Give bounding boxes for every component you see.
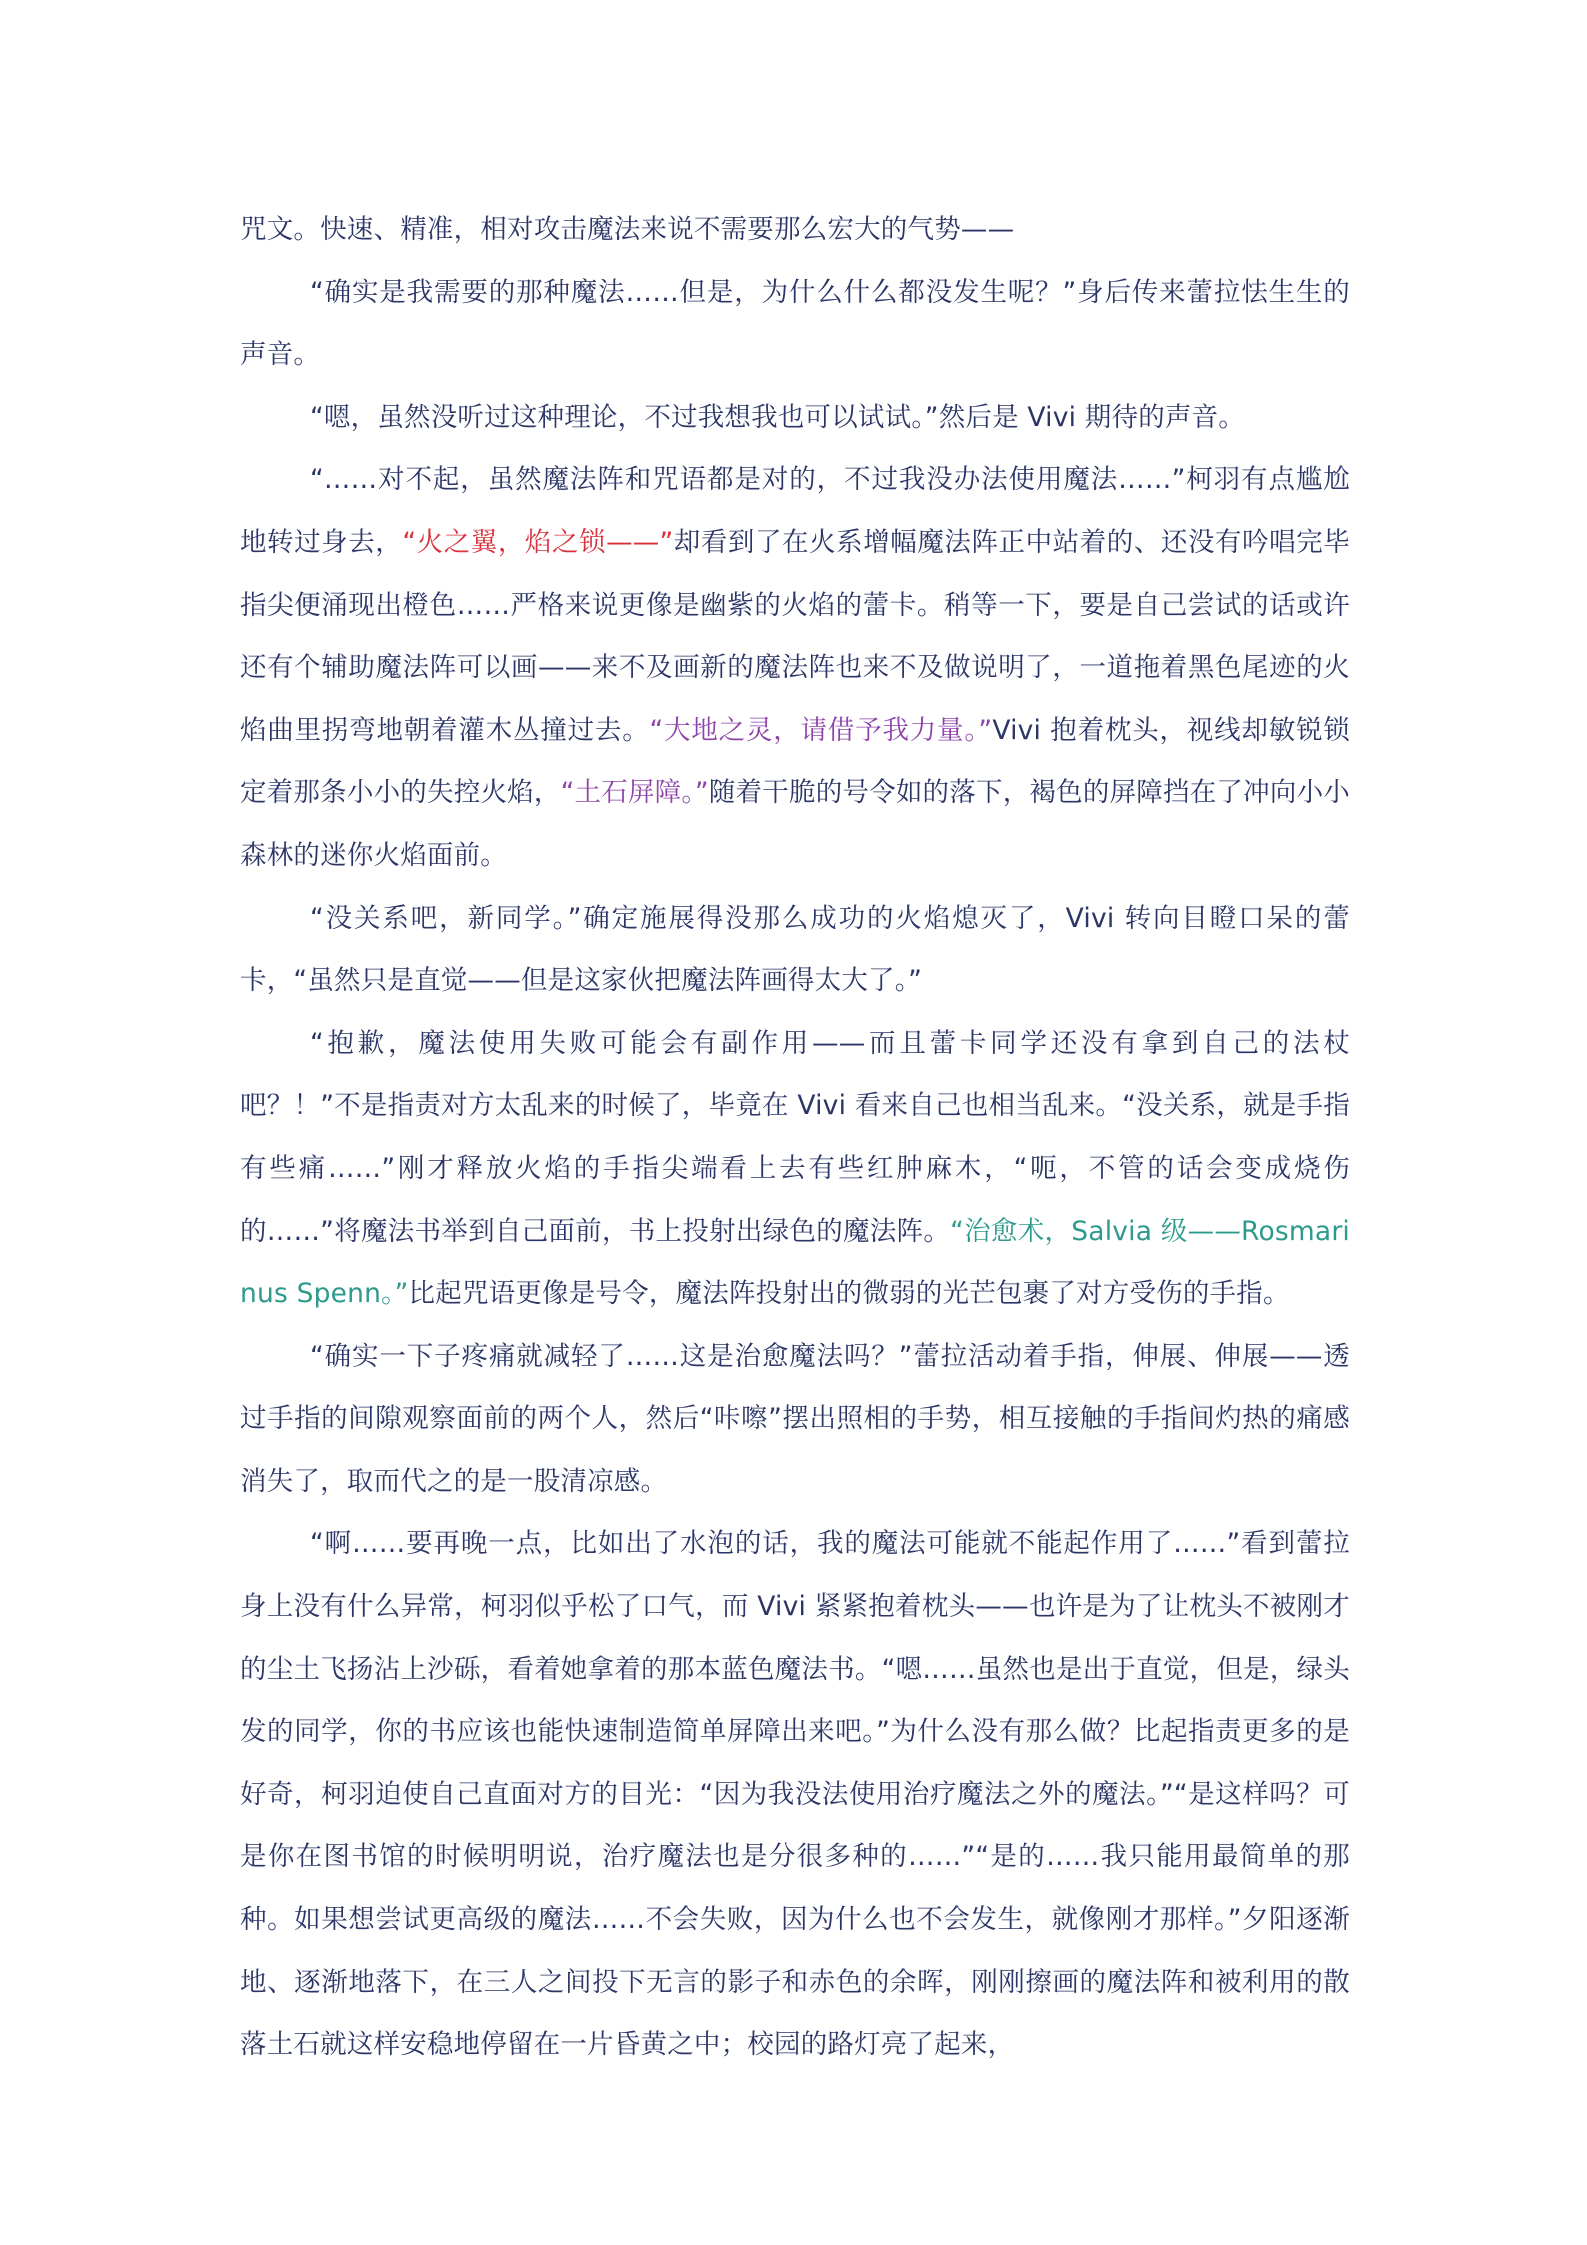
paragraph [240, 262, 1350, 387]
paragraph [240, 199, 1350, 262]
healing-spell-incantation: “治愈术，Salvia 级——Rosmarinus Spenn。” [240, 1215, 1350, 1310]
earth-spell-incantation: “大地之灵，请借予我力量。” [649, 714, 993, 746]
paragraph [240, 449, 1350, 887]
narrative-text: “……对不起，虽然魔法阵和咒语都是对的，不过我没办法使用魔法……”柯羽有点尴尬地转过身去， [240, 464, 1350, 558]
paragraph [240, 1513, 1350, 2076]
fire-spell-incantation: “火之翼，焰之锁——” [402, 526, 674, 558]
narrative-text: “没关系吧，新同学。”确定施展得没那么成功的火焰熄灭了，Vivi 转向目瞪口呆的蕾卡，“虽然只是直觉——但是这家伙把魔法阵画得太大了。” [240, 902, 1350, 997]
narrative-text: “嗯，虽然没听过这种理论，不过我想我也可以试试。”然后是 Vivi 期待的声音。 [310, 401, 1246, 433]
narrative-text: 随着干脆的号令如的落下，褐色的屏障挡在了冲向小小森林的迷你火焰面前。 [240, 777, 1350, 871]
narrative-text: “啊……要再晚一点，比如出了水泡的话，我的魔法可能就不能起作用了……”看到蕾拉身上没有什么异常，柯羽似乎松了口气，而 Vivi 紧紧抱着枕头——也许是为了让枕头不被刚才的尘土飞扬沾上沙砾，看着她拿着的那本蓝色魔法书。“嗯……虽然也是出于直觉，但是，绿头发的同学，你的书应该也能快速制造简单屏障出来吧。”为什么没有那么做？比起指责更多的是好奇，柯羽迫使自己直面对方的目光：“因为我没法使用治疗魔法之外的魔法。”“是这样吗？可是你在图书馆的时候明明说，治疗魔法也是分很多种的……”“是的……我只能用最简单的那种。如果想尝试更高级的魔法……不会失败，因为什么也不会发生，就像刚才那样。”夕阳逐渐地、逐渐地落下，在三人之间投下无言的影子和赤色的余晖，刚刚擦画的魔法阵和被利用的散落土石就这样安稳地停留在一片昏黄之中；校园的路灯亮了起来， [240, 1528, 1350, 2061]
narrative-text: 比起咒语更像是号令，魔法阵投射出的微弱的光芒包裹了对方受伤的手指。 [408, 1278, 1290, 1310]
paragraph [240, 1013, 1350, 1326]
narrative-text: Vivi 抱着枕头，视线却敏锐锁定着那条小小的失控火焰， [240, 714, 1351, 809]
narrative-text: “确实是我需要的那种魔法……但是，为什么什么都没发生呢？”身后传来蕾拉怯生生的声音。 [240, 276, 1350, 371]
narrative-text: “抱歉，魔法使用失败可能会有副作用——而且蕾卡同学还没有拿到自己的法杖吧？！”不是指责对方太乱来的时候了，毕竟在 Vivi 看来自己也相当乱来。“没关系，就是手指有些痛……”刚才释放火焰的手指尖端看上去有些红肿麻木，“呃，不管的话会变成烧伤的……”将魔法书举到自己面前，书上投射出绿色的魔法阵。 [240, 1027, 1350, 1247]
narrative-text: 咒文。快速、精准，相对攻击魔法来说不需要那么宏大的气势—— [240, 214, 1015, 245]
paragraph [240, 888, 1350, 1013]
narrative-text: 却看到了在火系增幅魔法阵正中站着的、还没有吟唱完毕指尖便涌现出橙色……严格来说更像是幽紫的火焰的蕾卡。稍等一下，要是自己尝试的话或许还有个辅助魔法阵可以画——来不及画新的魔法阵也来不及做说明了，一道拖着黑色尾迹的火焰曲里拐弯地朝着灌木丛撞过去。 [240, 526, 1350, 746]
paragraph [240, 1326, 1350, 1514]
paragraph [240, 387, 1350, 450]
story-text-body [240, 199, 1350, 2077]
narrative-text: “确实一下子疼痛就减轻了……这是治愈魔法吗？”蕾拉活动着手指，伸展、伸展——透过手指的间隙观察面前的两个人，然后“咔嚓”摆出照相的手势，相互接触的手指间灼热的痛感消失了，取而代之的是一股清凉感。 [240, 1340, 1350, 1497]
earth-spell-incantation: “土石屏障。” [560, 777, 709, 809]
